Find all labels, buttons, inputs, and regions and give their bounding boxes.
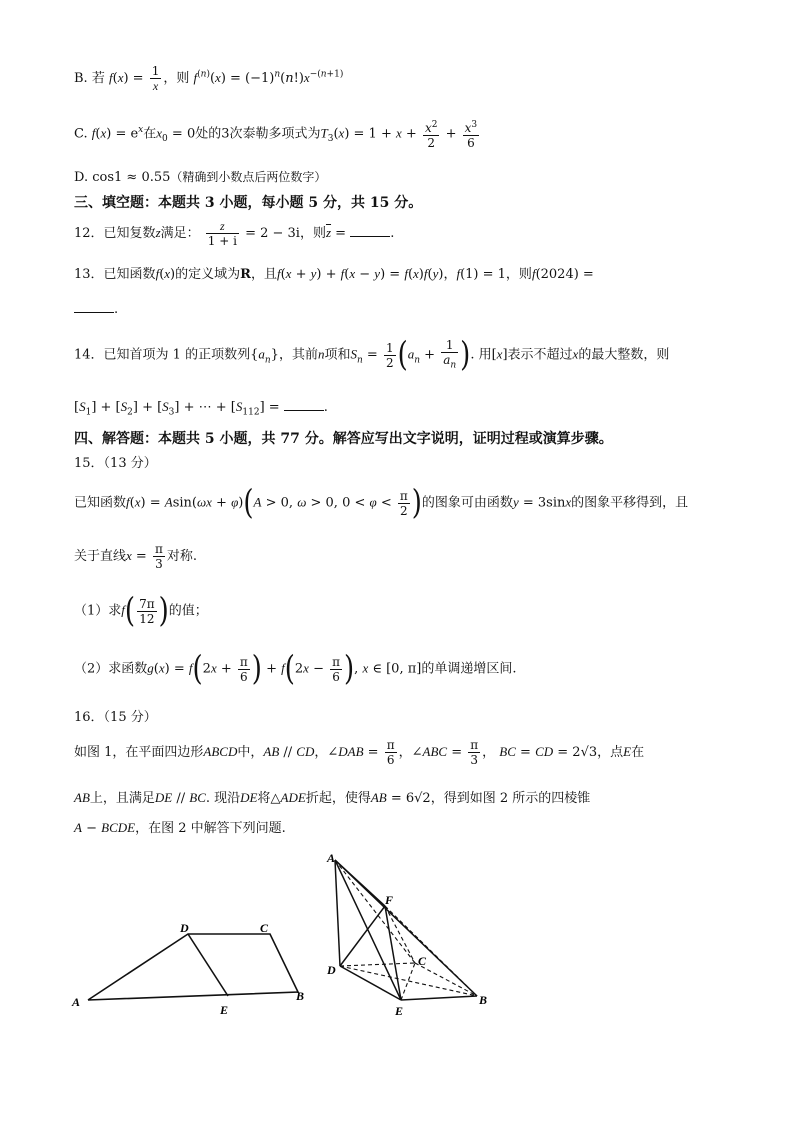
text: 上，且满足 — [89, 791, 155, 806]
label-a: A — [327, 851, 336, 865]
question-15-part-2: （2）求函数g(x) = f(2x + $\frac{\pi}{6}$ ) + f(2x − $\frac{\pi}{6}$ ), x ∈ [0, π]的单调递增区间. — [74, 649, 517, 689]
answer-blank — [284, 398, 324, 411]
edge-dc — [340, 963, 415, 966]
question-15-number: 15．（13 分） — [74, 456, 157, 471]
segment-de — [188, 934, 228, 996]
figure-1-trapezoid — [60, 910, 320, 1020]
text: 的单调递增区间. — [421, 661, 517, 677]
question-number: 13． — [74, 267, 104, 282]
label-a: A — [72, 995, 81, 1009]
text: 的最大整数，则 — [578, 347, 670, 363]
edge-db — [340, 966, 477, 996]
label-d: D — [327, 963, 336, 977]
question-16-number: 16．（15 分） — [74, 710, 157, 725]
label-e: E — [395, 1004, 404, 1018]
option-b: B. 若 f(x) = $\frac{1}{x}$ ，则 $f^{(n)}(x) = (-1)^n(n!)x^{-(n+1)}$ — [74, 64, 344, 93]
text: 项和 — [324, 347, 351, 363]
text: 已知函数 — [74, 495, 127, 511]
text: 关于直线 — [74, 549, 127, 564]
edge-fd — [340, 906, 385, 966]
text: 的图象可由函数 — [421, 495, 513, 511]
label-e: E — [220, 1003, 229, 1017]
text: ， — [443, 267, 457, 282]
edge-ae — [335, 860, 401, 1000]
text: 已知复数 — [103, 226, 156, 241]
question-15-stem-2: 关于直线x = $\frac{\pi}{3}$ 对称. — [74, 542, 197, 571]
question-15-stem: 已知函数f(x) = Asin(ωx + φ)(A > 0, ω > 0, 0 < φ < $\frac{\pi}{2}$ )的图象可由函数y = 3sinx的图象平移得到，且 — [74, 483, 689, 523]
trapezoid-outline — [88, 934, 298, 1000]
text: 已知首项为 1 的正项数列 — [103, 347, 251, 363]
text: ，且 — [250, 267, 277, 282]
text: 对称. — [166, 549, 197, 564]
text: 处的3次泰勒多项式为 — [195, 126, 321, 142]
edge-ac — [335, 860, 415, 963]
text: ，点 — [597, 745, 624, 760]
text: . — [390, 226, 395, 241]
section-heading-solutions: 四、解答题：本题共 5 小题，共 77 分。解答应写出文字说明，证明过程或演算步骤。 — [74, 431, 613, 447]
text: 的定义域为 — [175, 267, 241, 282]
option-label: C. — [74, 126, 92, 142]
label-c: C — [260, 921, 269, 935]
option-label: D. — [74, 170, 93, 185]
edge-eb — [401, 996, 477, 1000]
answer-blank — [74, 300, 114, 313]
text: 在 — [143, 126, 157, 142]
question-15-part-1: （1）求f( $\frac{7\pi}{12}$ )的值； — [74, 591, 208, 631]
figure-2-pyramid — [315, 848, 500, 1020]
text: 如图 1，在平面四边形 — [74, 745, 204, 760]
text: ，在图 2 中解答下列问题. — [135, 821, 286, 836]
edge-ec — [401, 963, 415, 1000]
question-16-stem-2: AB上，且满足DE // BC. 现沿DE将△ADE折起，使得AB = 6√2，得到如图 2 所示的四棱锥 — [74, 790, 591, 806]
text: 已知函数 — [103, 267, 156, 282]
text: ，则 — [505, 267, 532, 282]
text: 若 — [91, 71, 105, 86]
label-b: B — [296, 989, 305, 1003]
text: ，得到如图 2 所示的四棱锥 — [430, 791, 591, 806]
option-c: C. $f(x) = e^x$在$x_0 = 0$处的3次泰勒多项式为$T_3(x) = 1 + x$ + $\frac{x^2}{2}$ + $\frac{x^3}{6}$ — [74, 120, 478, 150]
question-number: 14． — [74, 347, 104, 363]
text: . 用 — [470, 347, 492, 363]
approximation: cos1 ≈ 0.55 — [92, 170, 171, 185]
option-d — [74, 170, 326, 186]
question-13-answer: . — [74, 300, 118, 318]
text: 折起，使得 — [305, 791, 371, 806]
text: ，其前 — [278, 347, 318, 363]
question-14-expression: $[S_1] + [S_2] + [S_3]$ + ⋯ + $[S_{112}]$ = . — [74, 399, 328, 418]
text: 的图象平移得到，且 — [571, 495, 689, 511]
edge-de — [340, 966, 401, 1000]
label-b: B — [479, 993, 488, 1007]
question-number: 12． — [74, 226, 104, 241]
edge-af — [335, 860, 385, 906]
option-label: B. — [74, 71, 92, 86]
text: 表示不超过 — [507, 347, 573, 363]
text: ，则 — [299, 226, 326, 241]
label-f: F — [385, 893, 394, 907]
question-12: 12．已知复数z满足： $\frac{z}{1 + i}$ = 2 − 3i，则$\overline{z}$ = . — [74, 219, 395, 248]
text: 将 — [257, 791, 271, 806]
question-13: 13．已知函数f(x)的定义域为R，且f(x + y) + f(x − y) = f(x)f(y)，f(1) = 1，则f(2024) = — [74, 266, 594, 282]
text: （2）求函数 — [74, 661, 148, 677]
question-16-stem-3: A − BCDE，在图 2 中解答下列问题. — [74, 820, 286, 836]
question-16-stem: 如图 1，在平面四边形ABCD中，AB // CD，∠DAB = $\frac{\pi}{6}$ ，∠ABC = $\frac{\pi}{3}$ ， BC = CD = 2√3，点E在 — [74, 738, 645, 767]
text: （1）求 — [74, 603, 122, 619]
note: （精确到小数点后两位数字） — [170, 170, 327, 184]
question-14: 14．已知首项为 1 的正项数列$\{a_n\}$，其前n项和$S_n$ = $\frac{1}{2}$ ($a_n$ + $\frac{1}{a_n}$ ). 用[x]表示不超过x的最大整数，则 — [74, 335, 670, 375]
section-heading-fill-in: 三、填空题：本题共 3 小题，每小题 5 分，共 15 分。 — [74, 195, 423, 211]
edge-ad — [335, 860, 340, 966]
text: . 现沿 — [205, 791, 241, 806]
label-d: D — [180, 921, 189, 935]
text: ，则 — [163, 71, 190, 86]
text: 满足： — [160, 226, 200, 241]
text: 在 — [631, 745, 645, 760]
label-c: C — [418, 954, 427, 968]
text: 的值； — [168, 603, 208, 619]
answer-blank — [350, 224, 390, 237]
text: 中， — [237, 745, 264, 760]
